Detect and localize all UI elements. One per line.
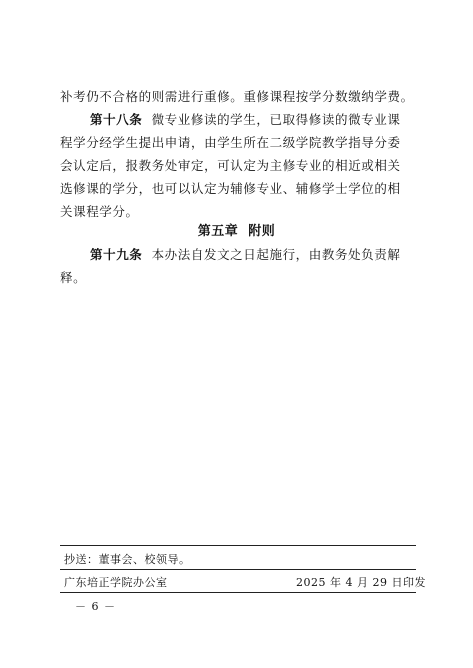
cc-line: 抄送：董事会、校领导。 [64, 553, 191, 566]
article-18-line: 程学分经学生提出申请，由学生所在二级学院教学指导分委 [60, 135, 401, 150]
paragraph-line: 补考仍不合格的则需进行重修。重修课程按学分数缴纳学费。 [60, 89, 414, 104]
footer-middle-rule [60, 569, 416, 570]
issue-date: 2025 年 4 月 29 日印发 [296, 576, 426, 589]
page-number: － 6 － [75, 600, 116, 613]
chapter-number: 第五章 [197, 224, 239, 239]
footer-bottom-rule [60, 592, 416, 593]
article-18-label: 第十八条 [90, 112, 143, 127]
article-19 [60, 243, 416, 289]
article-19-text: 本办法自发文之日起施行，由教务处负责解 [151, 247, 401, 262]
article-18-first-line [60, 108, 416, 131]
chapter-heading [0, 220, 473, 239]
footer-top-rule [60, 545, 416, 546]
article-19-label: 第十九条 [90, 247, 143, 262]
issuer: 广东培正学院办公室 [64, 576, 168, 589]
article-19-first-line [60, 243, 416, 266]
chapter-title: 附则 [248, 224, 276, 239]
article-18-line: 会认定后，报教务处审定，可认定为主修专业的相近或相关 [60, 158, 401, 173]
article-18-text: 微专业修读的学生，已取得修读的微专业课 [151, 112, 401, 127]
main-text [60, 85, 416, 223]
article-18-line: 选修课的学分，也可以认定为辅修专业、辅修学士学位的相 [60, 181, 401, 196]
article-19-line: 释。 [60, 270, 87, 285]
article-18-line: 关课程学分。 [60, 204, 139, 219]
